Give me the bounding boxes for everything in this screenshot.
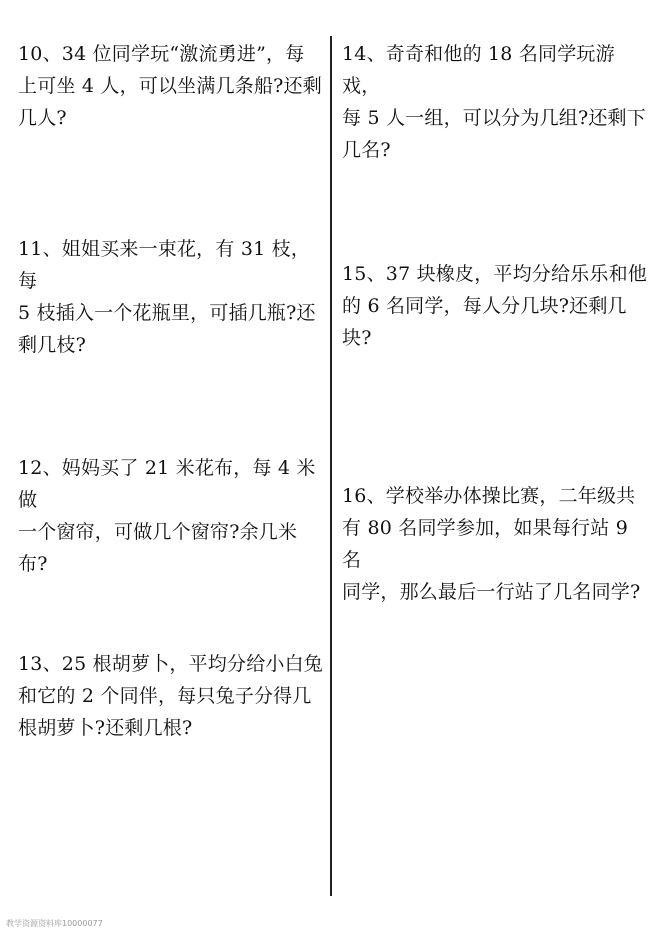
column-divider — [330, 36, 332, 896]
problem-16: 16、学校举办体操比赛，二年级共 有 80 名同学参加，如果每行站 9 名 同学，那么最后一行站了几名同学? — [342, 485, 641, 603]
problem-10: 10、34 位同学玩“激流勇进”，每 上可坐 4 人，可以坐满几条船?还剩 几人? — [18, 43, 322, 129]
footer-watermark: 教学资源资料库10000077 — [6, 919, 103, 928]
problem-14: 14、奇奇和他的 18 名同学玩游戏， 每 5 人一组，可以分为几组?还剩下 几名? — [342, 43, 646, 161]
problem-15: 15、37 块橡皮，平均分给乐乐和他 的 6 名同学，每人分几块?还剩几 块? — [342, 263, 647, 349]
problem-13: 13、25 根胡萝卜，平均分给小白兔 和它的 2 个同伴，每只兔子分得几 根胡萝卜?还剩几根? — [18, 653, 323, 739]
problem-12: 12、妈妈买了 21 米花布，每 4 米做 一个窗帘，可做几个窗帘?余几米 布? — [18, 457, 316, 575]
problem-11: 11、姐姐买来一束花，有 31 枝，每 5 枝插入一个花瓶里，可插几瓶?还 剩几枝? — [18, 238, 316, 356]
